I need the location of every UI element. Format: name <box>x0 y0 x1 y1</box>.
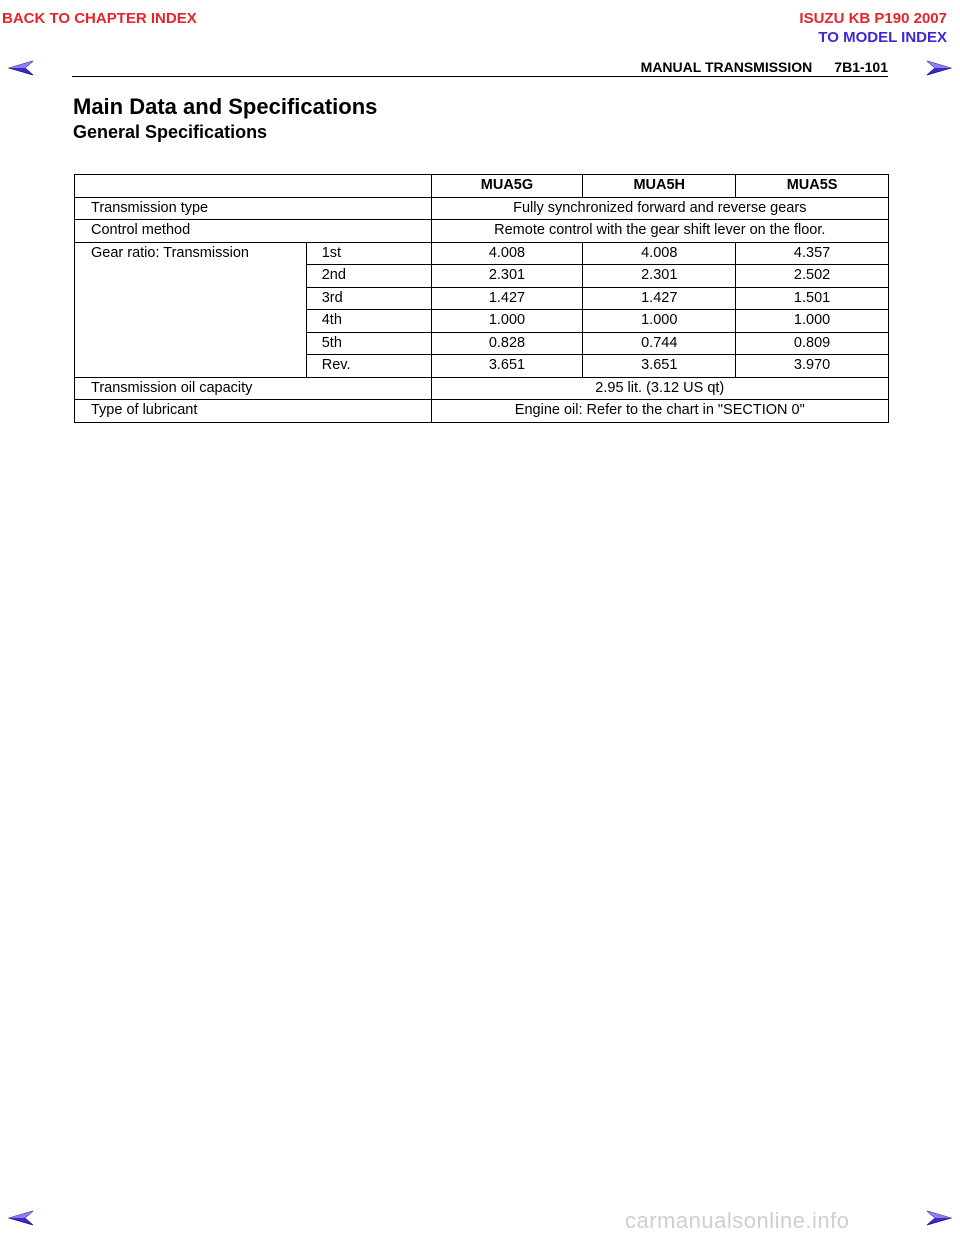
ratio-mua5s: 0.809 <box>736 332 889 355</box>
table-row <box>75 242 889 265</box>
page-header <box>72 59 888 75</box>
gear-name: 3rd <box>306 287 431 310</box>
model-title-link[interactable]: ISUZU KB P190 2007 <box>799 10 947 27</box>
column-header-mua5g: MUA5G <box>431 175 583 198</box>
empty-cell <box>75 265 307 288</box>
page-title: Main Data and Specifications <box>73 94 378 119</box>
row-label: Control method <box>75 220 432 243</box>
next-page-arrow-icon[interactable] <box>924 60 952 76</box>
table-row <box>75 265 889 288</box>
gear-name: 5th <box>306 332 431 355</box>
row-value: 2.95 lit. (3.12 US qt) <box>431 377 888 400</box>
previous-page-arrow-icon[interactable] <box>8 1210 36 1226</box>
empty-cell <box>75 310 307 333</box>
table-row <box>75 220 889 243</box>
row-value: Engine oil: Refer to the chart in "SECTION 0" <box>431 400 888 423</box>
gear-name: 4th <box>306 310 431 333</box>
ratio-mua5s: 4.357 <box>736 242 889 265</box>
ratio-mua5g: 4.008 <box>431 242 583 265</box>
table-row <box>75 332 889 355</box>
specifications-table <box>74 174 889 423</box>
previous-page-arrow-icon[interactable] <box>8 60 36 76</box>
table-row <box>75 287 889 310</box>
ratio-mua5h: 1.000 <box>583 310 736 333</box>
watermark: carmanualsonline.info <box>625 1208 850 1233</box>
section-subtitle: General Specifications <box>73 122 268 142</box>
table-row <box>75 377 889 400</box>
table-row <box>75 355 889 378</box>
table-row <box>75 197 889 220</box>
ratio-mua5s: 1.000 <box>736 310 889 333</box>
next-page-arrow-icon[interactable] <box>924 1210 952 1226</box>
ratio-mua5g: 1.427 <box>431 287 583 310</box>
gear-ratio-label: Gear ratio: Transmission <box>75 242 307 265</box>
row-value: Fully synchronized forward and reverse gears <box>431 197 888 220</box>
ratio-mua5g: 3.651 <box>431 355 583 378</box>
ratio-mua5s: 2.502 <box>736 265 889 288</box>
ratio-mua5s: 3.970 <box>736 355 889 378</box>
to-model-index-link[interactable]: TO MODEL INDEX <box>818 29 947 46</box>
ratio-mua5g: 2.301 <box>431 265 583 288</box>
table-row <box>75 310 889 333</box>
ratio-mua5h: 1.427 <box>583 287 736 310</box>
empty-cell <box>75 332 307 355</box>
table-header-row <box>75 175 889 198</box>
gear-name: 2nd <box>306 265 431 288</box>
ratio-mua5g: 0.828 <box>431 332 583 355</box>
ratio-mua5g: 1.000 <box>431 310 583 333</box>
column-header-mua5s: MUA5S <box>736 175 889 198</box>
table-row <box>75 400 889 423</box>
empty-cell <box>75 355 307 378</box>
gear-name: Rev. <box>306 355 431 378</box>
header-divider <box>72 76 888 77</box>
ratio-mua5h: 3.651 <box>583 355 736 378</box>
section-title: MANUAL TRANSMISSION <box>640 59 813 75</box>
ratio-mua5h: 2.301 <box>583 265 736 288</box>
back-to-chapter-index-link[interactable]: BACK TO CHAPTER INDEX <box>2 10 197 27</box>
column-header-mua5h: MUA5H <box>583 175 736 198</box>
ratio-mua5s: 1.501 <box>736 287 889 310</box>
row-value: Remote control with the gear shift lever on the floor. <box>431 220 888 243</box>
row-label: Transmission type <box>75 197 432 220</box>
row-label: Type of lubricant <box>75 400 432 423</box>
ratio-mua5h: 4.008 <box>583 242 736 265</box>
column-header-empty <box>75 175 432 198</box>
row-label: Transmission oil capacity <box>75 377 432 400</box>
empty-cell <box>75 287 307 310</box>
ratio-mua5h: 0.744 <box>583 332 736 355</box>
gear-name: 1st <box>306 242 431 265</box>
page-number: 7B1-101 <box>834 59 888 75</box>
